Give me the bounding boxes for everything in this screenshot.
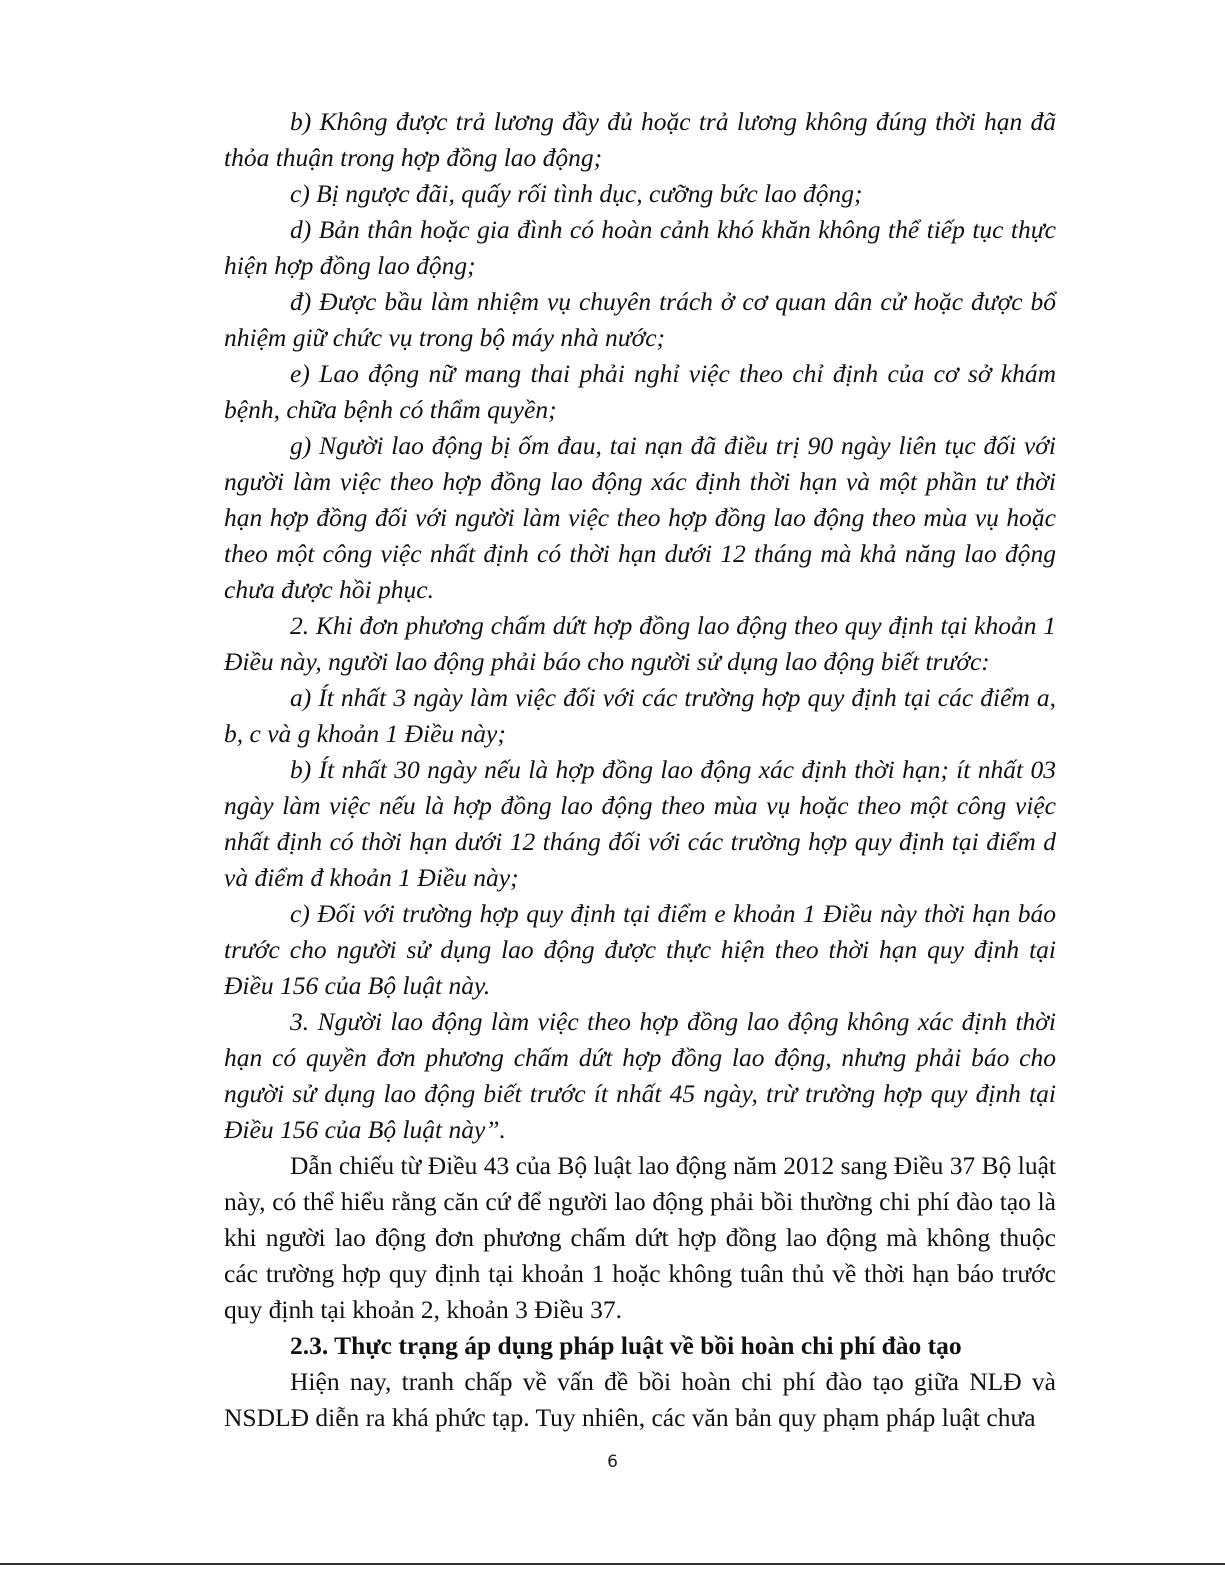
paragraph-clause-2b: b) Ít nhất 30 ngày nếu là hợp đồng lao động xác định thời hạn; ít nhất 03 ngày làm việc nếu là hợp đồng lao động theo mùa vụ hoặc theo một công việc nhất định có thời hạn dưới 12 tháng đối với các trường hợp quy định tại điểm d và điểm đ khoản 1 Điều này;: [224, 755, 1056, 892]
paragraph-clause-2a: a) Ít nhất 3 ngày làm việc đối với các trường hợp quy định tại các điểm a, b, c và g khoản 1 Điều này;: [224, 683, 1056, 748]
bottom-divider: [0, 1563, 1225, 1565]
paragraph-clause-1dd: đ) Được bầu làm nhiệm vụ chuyên trách ở cơ quan dân cử hoặc được bổ nhiệm giữ chức vụ trong bộ máy nhà nước;: [224, 287, 1056, 352]
paragraph-clause-1b: b) Không được trả lương đầy đủ hoặc trả lương không đúng thời hạn đã thỏa thuận trong hợp đồng lao động;: [224, 107, 1056, 172]
page-number: 6: [607, 1452, 618, 1472]
paragraph-clause-1e: e) Lao động nữ mang thai phải nghỉ việc theo chỉ định của cơ sở khám bệnh, chữa bệnh có thẩm quyền;: [224, 359, 1056, 424]
paragraph-closing: Hiện nay, tranh chấp về vấn đề bồi hoàn chi phí đào tạo giữa NLĐ và NSDLĐ diễn ra khá phức tạp. Tuy nhiên, các văn bản quy phạm pháp luật chưa: [224, 1367, 1056, 1432]
paragraph-clause-1c: c) Bị ngược đãi, quấy rối tình dục, cưỡng bức lao động;: [290, 179, 863, 208]
paragraph-clause-1d: d) Bản thân hoặc gia đình có hoàn cảnh khó khăn không thể tiếp tục thực hiện hợp đồng lao động;: [224, 215, 1056, 280]
paragraph-clause-3: 3. Người lao động làm việc theo hợp đồng lao động không xác định thời hạn có quyền đơn phương chấm dứt hợp đồng lao động, nhưng phải báo cho người sử dụng lao động biết trước ít nhất 45 ngày, trừ trường hợp quy định tại Điều 156 của Bộ luật này”.: [224, 1007, 1056, 1144]
paragraph-clause-2: 2. Khi đơn phương chấm dứt hợp đồng lao động theo quy định tại khoản 1 Điều này, người lao động phải báo cho người sử dụng lao động biết trước:: [224, 611, 1056, 676]
page-body: [224, 104, 1056, 1436]
paragraph-clause-1g: g) Người lao động bị ốm đau, tai nạn đã điều trị 90 ngày liên tục đối với người làm việc theo hợp đồng lao động xác định thời hạn và một phần tư thời hạn hợp đồng đối với người làm việc theo hợp đồng lao động theo mùa vụ hoặc theo một công việc nhất định có thời hạn dưới 12 tháng mà khả năng lao động chưa được hồi phục.: [224, 431, 1056, 604]
section-heading: 2.3. Thực trạng áp dụng pháp luật về bồi hoàn chi phí đào tạo: [290, 1331, 962, 1360]
paragraph-analysis: Dẫn chiếu từ Điều 43 của Bộ luật lao động năm 2012 sang Điều 37 Bộ luật này, có thể hiểu rằng căn cứ để người lao động phải bồi thường chi phí đào tạo là khi người lao động đơn phương chấm dứt hợp đồng lao động mà không thuộc các trường hợp quy định tại khoản 1 hoặc không tuân thủ về thời hạn báo trước quy định tại khoản 2, khoản 3 Điều 37.: [224, 1151, 1056, 1324]
paragraph-clause-2c: c) Đối với trường hợp quy định tại điểm e khoản 1 Điều này thời hạn báo trước cho người sử dụng lao động được thực hiện theo thời hạn quy định tại Điều 156 của Bộ luật này.: [224, 899, 1056, 1000]
